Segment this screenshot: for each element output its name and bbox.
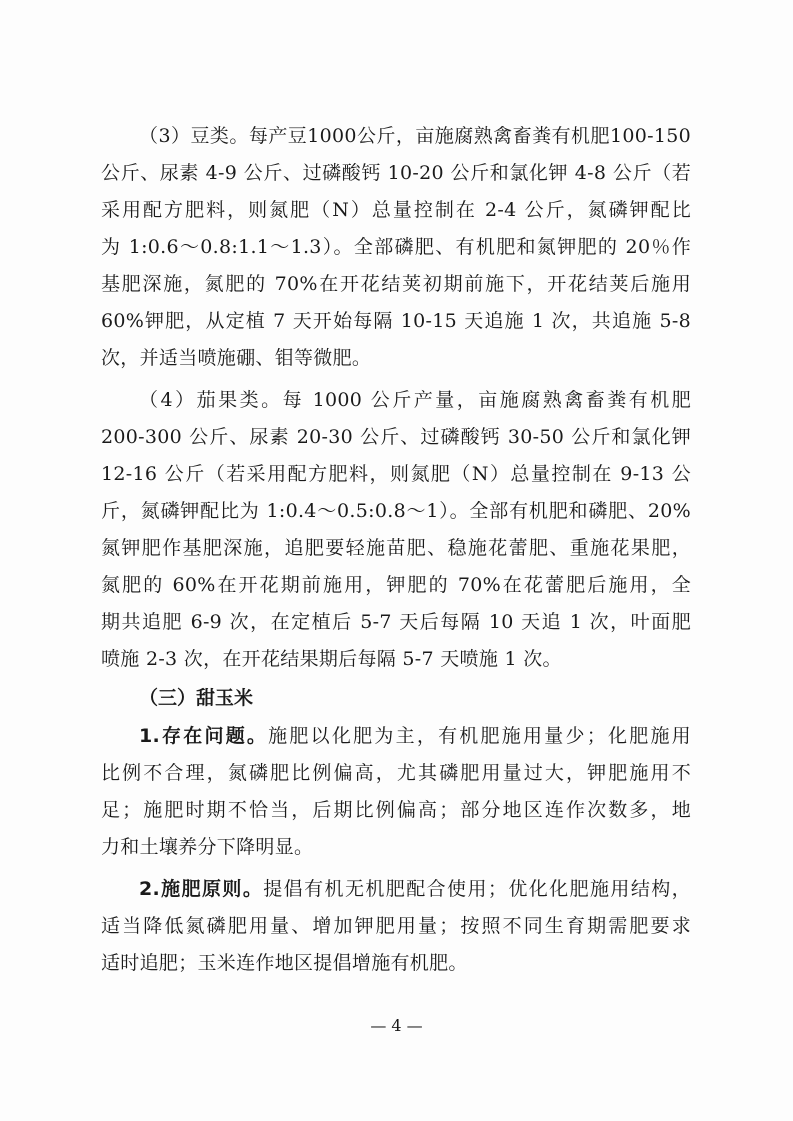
text-line: 喷施 2-3 次，在开花结果期后每隔 5-7 天喷施 1 次。 [101, 648, 562, 670]
text-line: 次，并适当喷施硼、钼等微肥。 [101, 347, 372, 369]
text-line: （4）茄果类。每 1000 公斤产量，亩施腐熟禽畜粪有机肥 [139, 389, 691, 411]
text-line: 适当降低氮磷肥用量、增加钾肥用量；按照不同生育期需肥要求 [101, 915, 691, 937]
paragraph-problems [101, 718, 691, 866]
paragraph-lead: 1.存在问题。 [139, 725, 269, 747]
document-body [101, 118, 691, 982]
paragraph-principles [101, 871, 691, 982]
paragraph-lead: 2.施肥原则。 [139, 878, 264, 900]
text-line: 60%钾肥，从定植 7 天开始每隔 10-15 天追施 1 次，共追施 5-8 [101, 310, 691, 332]
text-line: 足；施肥时期不恰当，后期比例偏高；部分地区连作次数多，地 [101, 799, 691, 821]
text-line: 力和土壤养分下降明显。 [101, 836, 314, 858]
text-span: 提倡有机无机肥配合使用；优化化肥施用结构， [263, 878, 691, 900]
text-line: 适时追肥；玉米连作地区提倡增施有机肥。 [101, 952, 468, 974]
text-line: 公斤、尿素 4-9 公斤、过磷酸钙 10-20 公斤和氯化钾 4-8 公斤（若 [101, 162, 691, 184]
text-line: 为 1:0.6～0.8:1.1～1.3）。全部磷肥、有机肥和氮钾肥的 20％作 [101, 236, 691, 258]
text-line: 比例不合理，氮磷肥比例偏高，尤其磷肥用量过大，钾肥施用不 [101, 762, 691, 784]
text-line: 200-300 公斤、尿素 20-30 公斤、过磷酸钙 30-50 公斤和氯化钾 [101, 426, 691, 448]
text-line [101, 718, 691, 755]
page-number: — 4 — [370, 1016, 423, 1035]
text-line: （3）豆类。每产豆1000公斤，亩施腐熟禽畜粪有机肥100-150 [139, 125, 691, 147]
text-line: 基肥深施，氮肥的 70%在开花结荚初期前施下，开花结荚后施用 [101, 273, 691, 295]
paragraph-solanaceous [101, 382, 691, 678]
text-span: 施肥以化肥为主，有机肥施用量少；化肥施用 [268, 725, 691, 747]
paragraph-legumes [101, 118, 691, 377]
text-line: 期共追肥 6-9 次，在定植后 5-7 天后每隔 10 天追 1 次，叶面肥 [101, 611, 691, 633]
text-line: 氮钾肥作基肥深施，追肥要轻施苗肥、稳施花蕾肥、重施花果肥， [101, 537, 691, 559]
text-line: 12-16 公斤（若采用配方肥料，则氮肥（N）总量控制在 9-13 公 [101, 463, 691, 485]
section-heading: （三）甜玉米 [139, 687, 254, 709]
text-line: 斤，氮磷钾配比为 1:0.4～0.5:0.8～1）。全部有机肥和磷肥、20% [101, 500, 691, 522]
text-line [101, 871, 691, 908]
text-line: 氮肥的 60%在开花期前施用，钾肥的 70%在花蕾肥后施用，全 [101, 574, 691, 596]
text-line: 采用配方肥料，则氮肥（N）总量控制在 2-4 公斤，氮磷钾配比 [101, 199, 691, 221]
